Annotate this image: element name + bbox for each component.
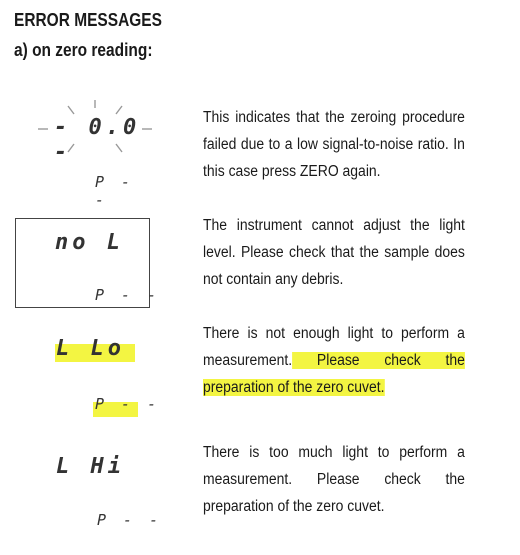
display-sub: P - - bbox=[95, 173, 135, 209]
section-title: ERROR MESSAGES bbox=[14, 10, 162, 30]
display-sub: P - - bbox=[97, 511, 163, 529]
section-subtitle: a) on zero reading: bbox=[14, 40, 153, 60]
display-main: L Hi bbox=[56, 454, 125, 479]
display-sub: P - - bbox=[95, 286, 161, 304]
description-3 bbox=[203, 320, 465, 401]
description-2 bbox=[203, 212, 465, 293]
description-text: There is too much light to perform a measurement. Please check the preparation of the zero cuvet. bbox=[203, 444, 465, 515]
display-main: - 0.0 - bbox=[54, 115, 141, 165]
display-main: L Lo bbox=[56, 336, 125, 361]
description-text: This indicates that the zeroing procedure failed due to a low signal-to-noise ratio. In this case press ZERO again. bbox=[203, 109, 465, 180]
display-zero-blink bbox=[30, 100, 160, 209]
description-text: There is not enough light to perform a measurement. bbox=[203, 325, 465, 369]
description-4 bbox=[203, 439, 465, 520]
display-sub: P - - bbox=[95, 395, 161, 413]
highlighted-text: Please check the preparation of the zero cuvet. bbox=[203, 352, 465, 396]
display-main: no L bbox=[55, 230, 124, 255]
description-1 bbox=[203, 104, 465, 185]
description-text: The instrument cannot adjust the light level. Please check that the sample does not contain any debris. bbox=[203, 217, 465, 288]
